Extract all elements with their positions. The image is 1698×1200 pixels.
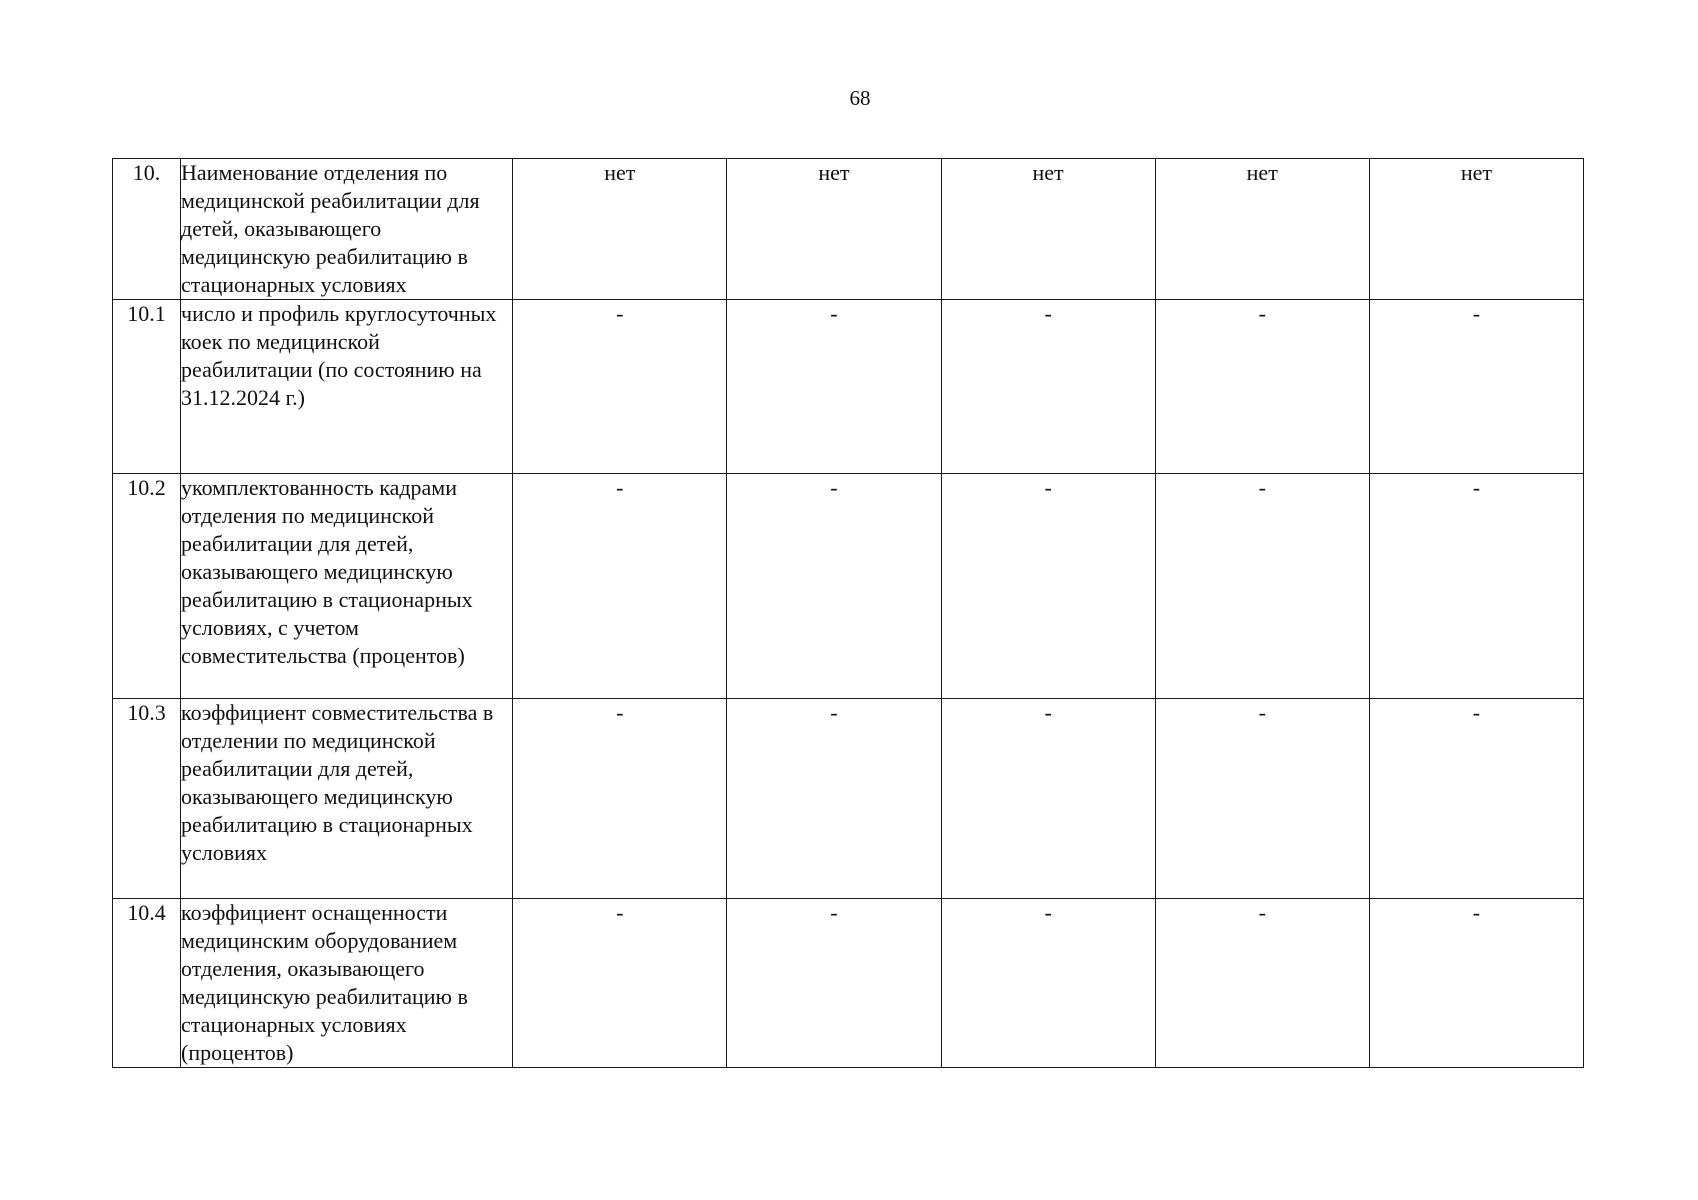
table-row — [113, 699, 1584, 899]
table-cell: - — [727, 300, 941, 474]
table-cell: - — [1155, 699, 1369, 899]
table-cell: нет — [1369, 159, 1583, 300]
row-number: 10.1 — [113, 300, 181, 474]
table-cell: нет — [727, 159, 941, 300]
row-number: 10.3 — [113, 699, 181, 899]
table-row — [113, 300, 1584, 474]
table-cell: - — [513, 474, 727, 699]
table-row — [113, 899, 1584, 1068]
table-cell: - — [1155, 474, 1369, 699]
row-label: коэффициент оснащенности медицинским оборудованием отделения, оказывающего медицинскую реабилитацию в стационарных условиях (процентов) — [181, 899, 513, 1068]
indicator-table — [112, 158, 1584, 1068]
table-cell: нет — [1155, 159, 1369, 300]
table-cell: - — [1155, 300, 1369, 474]
table-cell: - — [513, 300, 727, 474]
table-cell: - — [1369, 300, 1583, 474]
table-cell: - — [727, 899, 941, 1068]
table-row — [113, 159, 1584, 300]
table-cell: - — [941, 899, 1155, 1068]
table-cell: - — [513, 699, 727, 899]
table-cell: - — [941, 300, 1155, 474]
table-cell: нет — [513, 159, 727, 300]
row-number: 10. — [113, 159, 181, 300]
row-number: 10.4 — [113, 899, 181, 1068]
table-cell: - — [1369, 899, 1583, 1068]
row-label: Наименование отделения по медицинской реабилитации для детей, оказывающего медицинскую реабилитацию в стационарных условиях — [181, 159, 513, 300]
table-cell: - — [941, 474, 1155, 699]
row-label: укомплектованность кадрами отделения по медицинской реабилитации для детей, оказывающего медицинскую реабилитацию в стационарных условиях, с учетом совместительства (процентов) — [181, 474, 513, 699]
table-cell: - — [1369, 699, 1583, 899]
table-cell: - — [513, 899, 727, 1068]
row-number: 10.2 — [113, 474, 181, 699]
table-row — [113, 474, 1584, 699]
row-label: число и профиль круглосуточных коек по медицинской реабилитации (по состоянию на 31.12.2024 г.) — [181, 300, 513, 474]
table-cell: - — [1155, 899, 1369, 1068]
table-cell: - — [727, 699, 941, 899]
table-cell: нет — [941, 159, 1155, 300]
table-cell: - — [727, 474, 941, 699]
row-label: коэффициент совместительства в отделении по медицинской реабилитации для детей, оказывающего медицинскую реабилитацию в стационарных условиях — [181, 699, 513, 899]
table-cell: - — [1369, 474, 1583, 699]
table-cell: - — [941, 699, 1155, 899]
page-number: 68 — [849, 86, 871, 110]
